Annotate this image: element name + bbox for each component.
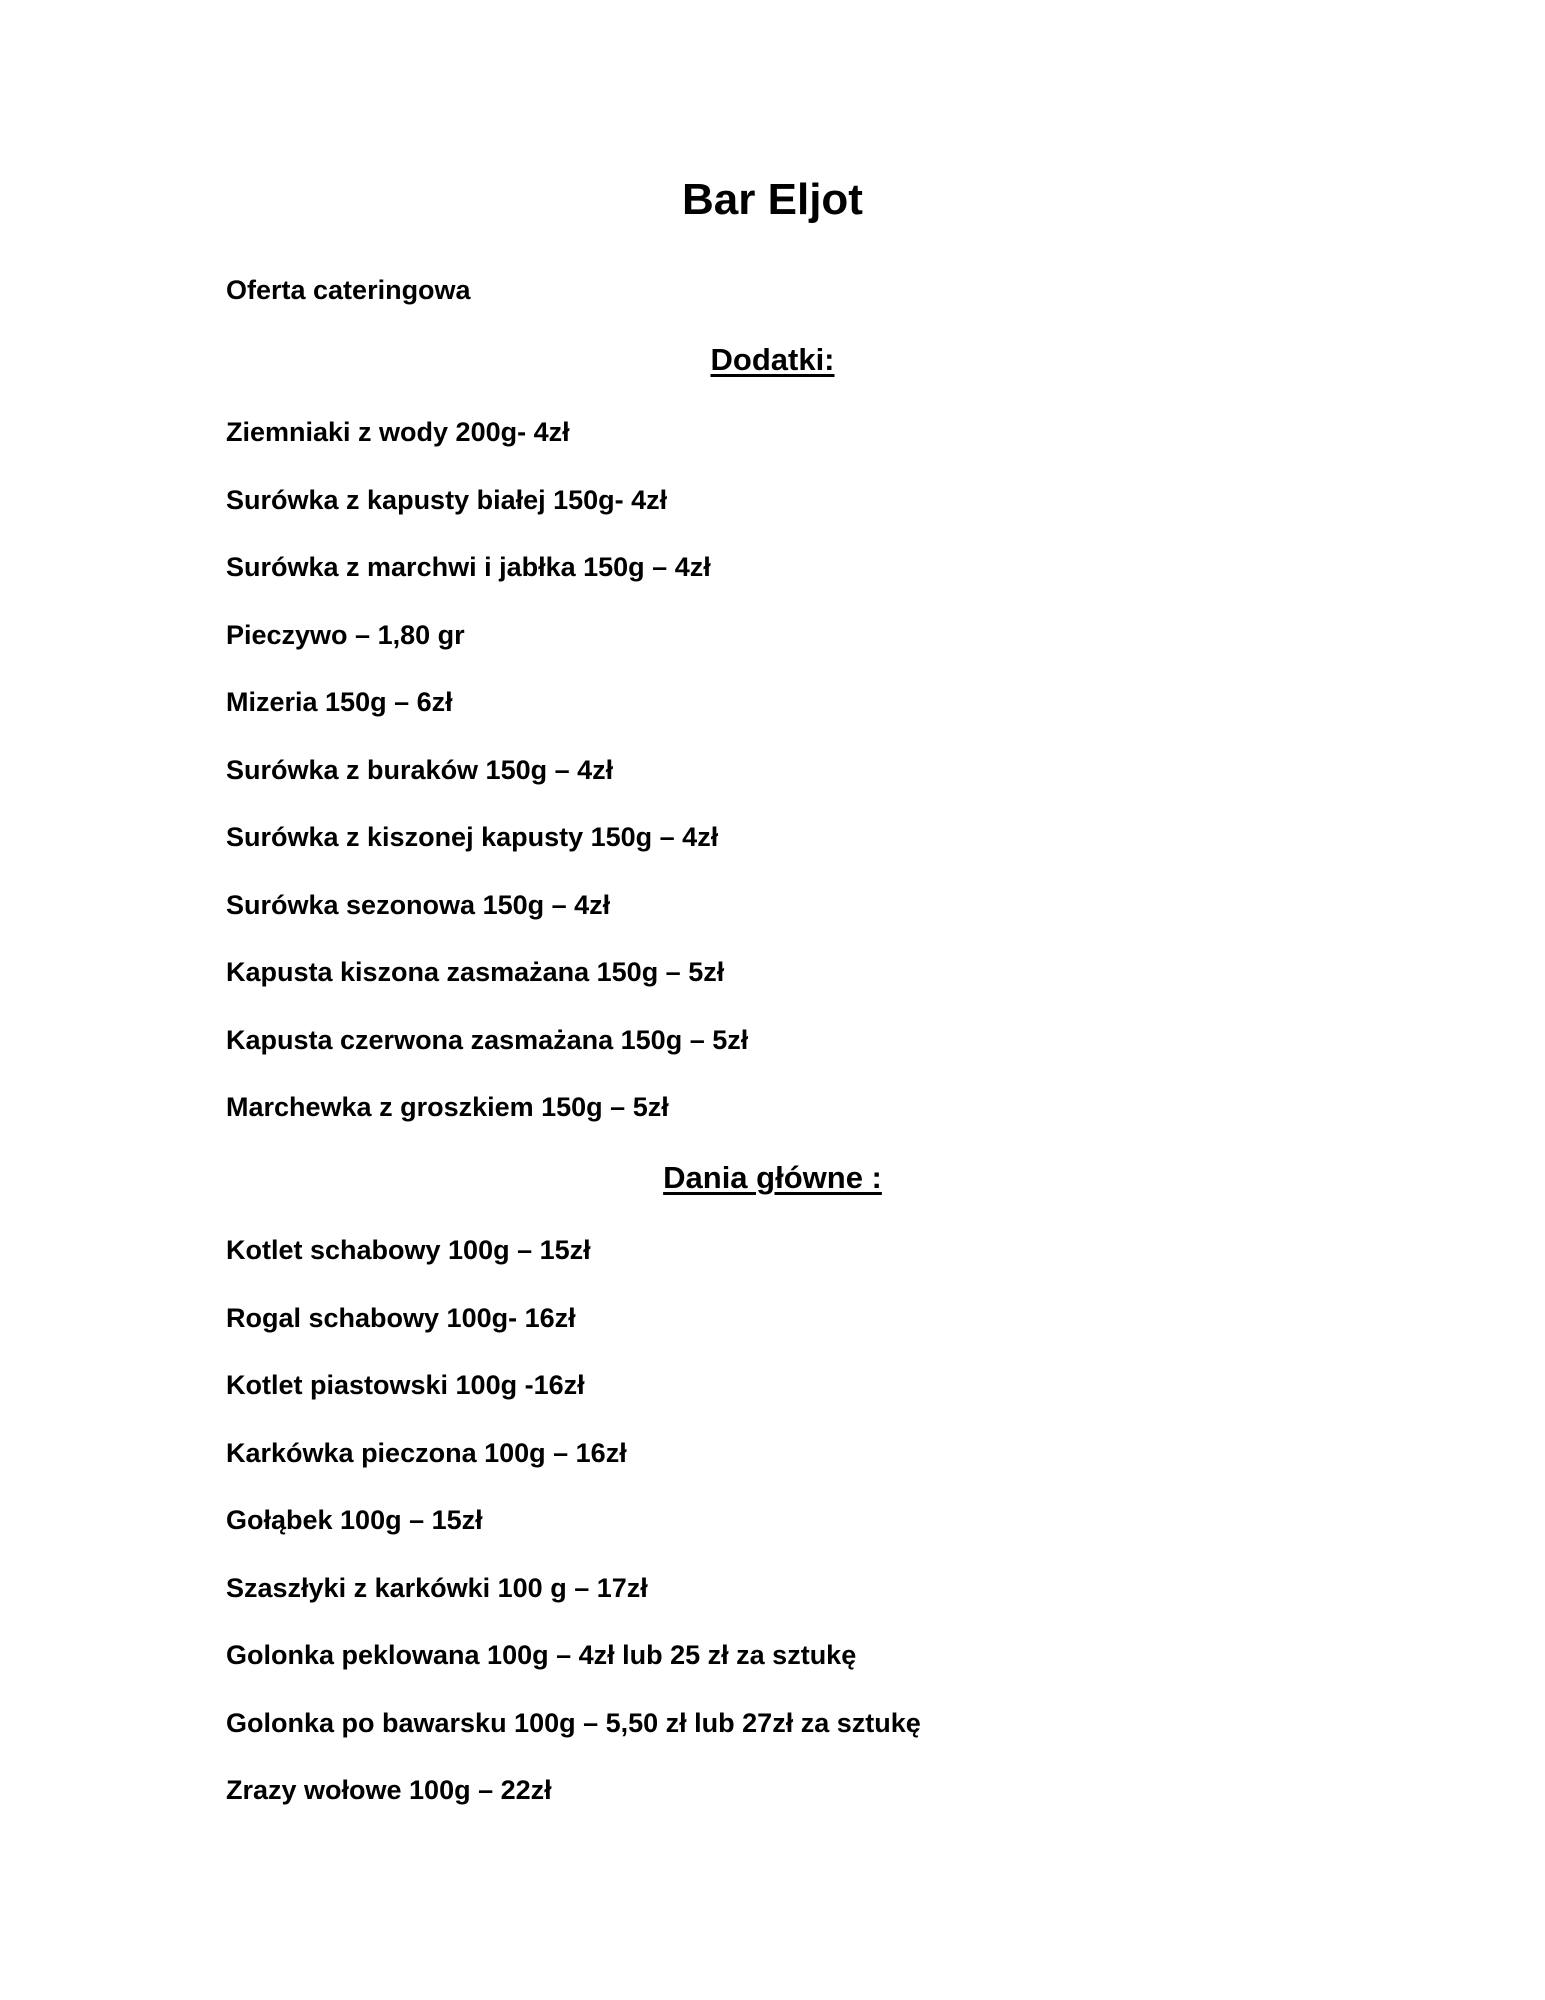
menu-item: Kapusta czerwona zasmażana 150g – 5zł	[226, 1024, 749, 1055]
menu-item: Surówka z buraków 150g – 4zł	[226, 754, 614, 785]
menu-item: Kapusta kiszona zasmażana 150g – 5zł	[226, 957, 725, 987]
section-heading-dania-glowne: Dania główne :	[663, 1160, 882, 1195]
menu-item: Kotlet piastowski 100g -16zł	[226, 1370, 585, 1400]
menu-item: Kotlet schabowy 100g – 15zł	[226, 1235, 591, 1265]
menu-item: Pieczywo – 1,80 gr	[226, 619, 465, 650]
menu-item: Mizeria 150g – 6zł	[226, 687, 453, 717]
menu-item: Zrazy wołowe 100g – 22zł	[226, 1775, 552, 1805]
menu-item: Surówka z marchwi i jabłka 150g – 4zł	[226, 552, 711, 582]
menu-item: Gołąbek 100g – 15zł	[226, 1505, 483, 1535]
page-title: Bar Eljot	[682, 175, 863, 224]
menu-item: Surówka z kiszonej kapusty 150g – 4zł	[226, 822, 719, 852]
menu-item: Golonka po bawarsku 100g – 5,50 zł lub 27zł za sztukę	[226, 1707, 921, 1738]
section-heading-dodatki: Dodatki:	[710, 342, 835, 377]
menu-item: Ziemniaki z wody 200g- 4zł	[226, 417, 570, 447]
menu-item: Golonka peklowana 100g – 4zł lub 25 zł za sztukę	[226, 1640, 857, 1670]
menu-item: Marchewka z groszkiem 150g – 5zł	[226, 1092, 669, 1122]
menu-item: Karkówka pieczona 100g – 16zł	[226, 1437, 627, 1468]
menu-item: Szaszłyki z karkówki 100 g – 17zł	[226, 1572, 648, 1603]
menu-list-dania-glowne	[226, 1232, 921, 1840]
menu-list-dodatki	[226, 414, 748, 1157]
menu-item: Surówka sezonowa 150g – 4zł	[226, 889, 611, 920]
menu-item: Rogal schabowy 100g- 16zł	[226, 1302, 576, 1333]
page-subtitle: Oferta cateringowa	[226, 275, 471, 305]
menu-item: Surówka z kapusty białej 150g- 4zł	[226, 484, 668, 515]
